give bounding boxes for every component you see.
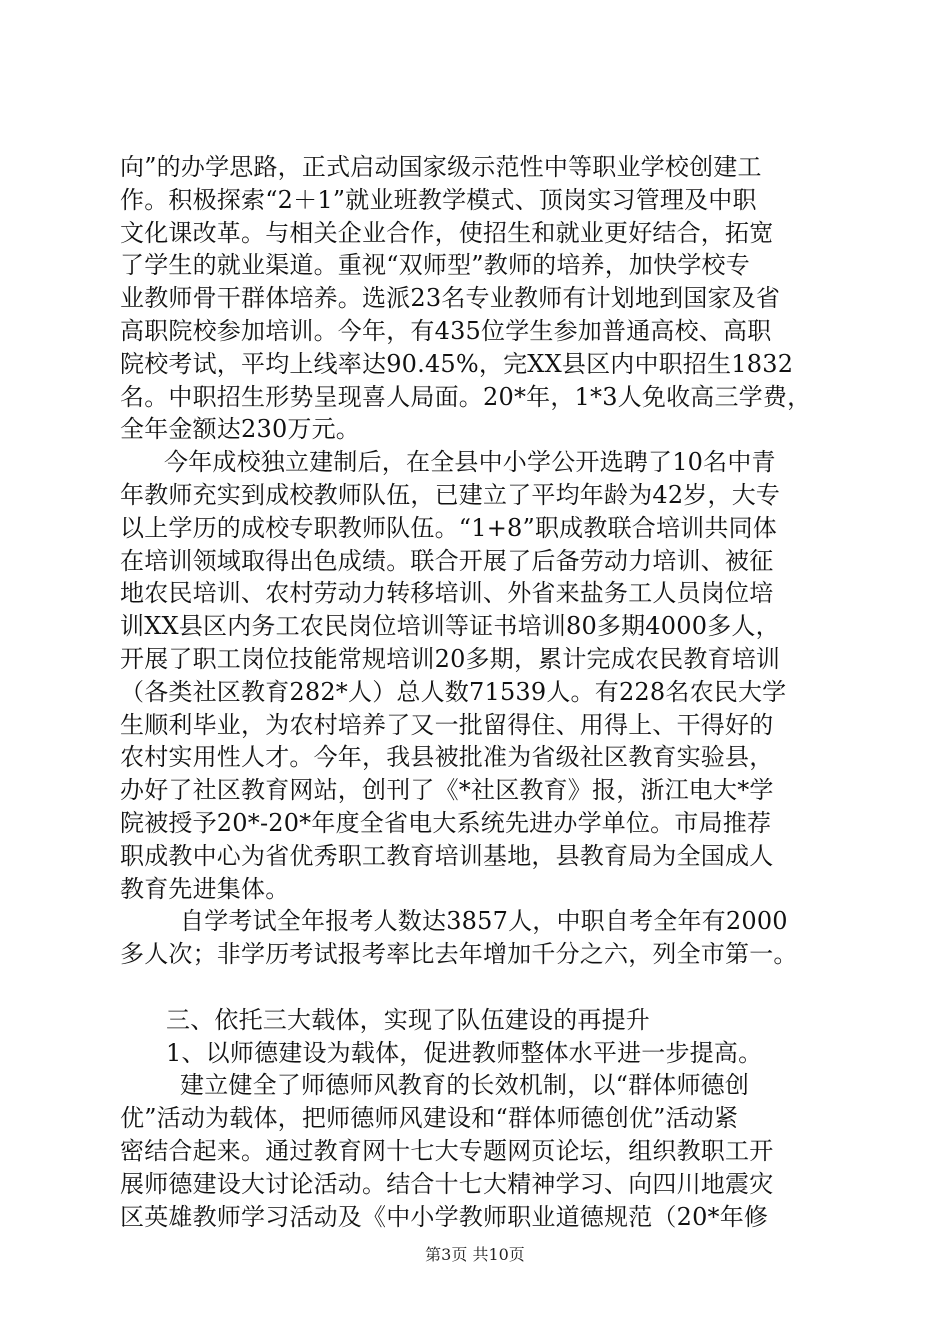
text-line: 院被授予20*-20*年度全省电大系统先进办学单位。市局推荐 bbox=[120, 808, 772, 837]
text-line: 全年金额达230万元。 bbox=[120, 415, 361, 444]
text-line: 开展了职工岗位技能常规培训20多期，累计完成农民教育培训 bbox=[120, 644, 781, 673]
text-line: 院校考试，平均上线率达90.45%，完XX县区内中职招生1832 bbox=[120, 349, 794, 378]
text-line: 区英雄教师学习活动及《中小学教师职业道德规范（20*年修 bbox=[120, 1202, 769, 1231]
text-line: 训XX县区内务工农民岗位培训等证书培训80多期4000多人， bbox=[120, 612, 780, 641]
text-line: （各类社区教育282*人）总人数71539人。有228名农民大学 bbox=[120, 677, 787, 706]
text-line: 教育先进集体。 bbox=[120, 874, 290, 903]
text-line: 业教师骨干群体培养。选派23名专业教师有计划地到国家及省 bbox=[120, 284, 781, 313]
text-line: 地农民培训、农村劳动力转移培训、外省来盐务工人员岗位培 bbox=[120, 579, 774, 608]
text-line: 职成教中心为省优秀职工教育培训基地，县教育局为全国成人 bbox=[120, 841, 774, 870]
text-line: 密结合起来。通过教育网十七大专题网页论坛，组织教职工开 bbox=[120, 1136, 774, 1165]
paragraph-first-line: 建立健全了师德师风教育的长效机制，以“群体师德创 bbox=[180, 1071, 750, 1100]
text-line: 高职院校参加培训。今年，有435位学生参加普通高校、高职 bbox=[120, 316, 772, 345]
text-line: 以上学历的成校专职教师队伍。“1+8”职成教联合培训共同体 bbox=[120, 513, 777, 542]
page-number-footer: 第3页 共10页 bbox=[425, 1245, 525, 1264]
text-line: 年教师充实到成校教师队伍，已建立了平均年龄为42岁，大专 bbox=[120, 480, 781, 509]
text-line: 了学生的就业渠道。重视“双师型”教师的培养，加快学校专 bbox=[120, 251, 750, 280]
text-line: 农村实用性人才。今年，我县被批准为省级社区教育实验县， bbox=[120, 743, 774, 772]
paragraph-first-line: 今年成校独立建制后，在全县中小学公开选聘了10名中青 bbox=[164, 448, 776, 477]
text-line: 展师德建设大讨论活动。结合十七大精神学习、向四川地震灾 bbox=[120, 1169, 774, 1198]
text-line: 文化课改革。与相关企业合作，使招生和就业更好结合，拓宽 bbox=[120, 218, 774, 247]
section-heading: 三、依托三大载体，实现了队伍建设的再提升 bbox=[166, 1005, 650, 1034]
text-line: 作。积极探索“2＋1”就业班教学模式、顶岗实习管理及中职 bbox=[120, 185, 757, 214]
subsection-heading: 1、以师德建设为载体，促进教师整体水平进一步提高。 bbox=[166, 1038, 763, 1067]
text-line: 在培训领域取得出色成绩。联合开展了后备劳动力培训、被征 bbox=[120, 546, 774, 575]
text-line: 优”活动为载体，把师德师风建设和“群体师德创优”活动紧 bbox=[120, 1104, 739, 1133]
text-line: 办好了社区教育网站，创刊了《*社区教育》报，浙江电大*学 bbox=[120, 776, 774, 805]
text-line: 生顺利毕业，为农村培养了又一批留得住、用得上、干得好的 bbox=[120, 710, 774, 739]
paragraph-first-line: 自学考试全年报考人数达3857人，中职自考全年有2000 bbox=[180, 907, 788, 936]
document-body bbox=[120, 151, 840, 1233]
text-line: 向”的办学思路，正式启动国家级示范性中等职业学校创建工 bbox=[120, 153, 762, 181]
text-line: 多人次；非学历考试报考率比去年增加千分之六，列全市第一。 bbox=[120, 940, 798, 969]
blank-line bbox=[120, 971, 840, 1004]
text-line: 名。中职招生形势呈现喜人局面。20*年，1*3人免收高三学费， bbox=[120, 382, 812, 411]
